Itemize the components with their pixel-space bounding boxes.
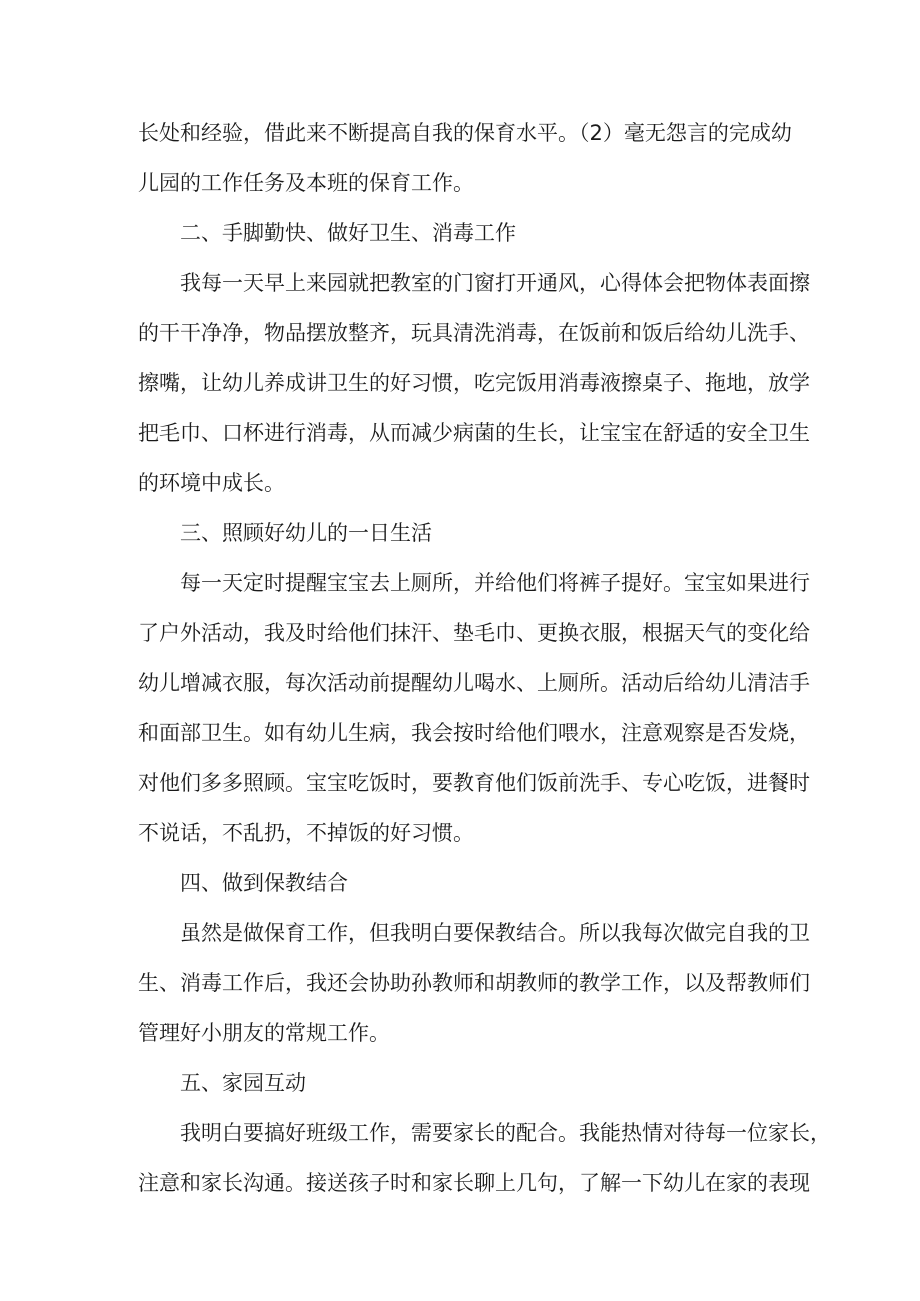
paragraph-line: 的环境中成长。	[138, 471, 285, 495]
paragraph-line: 把毛巾、口杯进行消毒，从而减少病菌的生长，让宝宝在舒适的安全卫生	[138, 421, 810, 445]
paragraph-line: 擦嘴，让幼儿养成讲卫生的好习惯，吃完饭用消毒液擦桌子、拖地，放学	[138, 371, 810, 395]
section-heading: 三、照顾好幼儿的一日生活	[180, 521, 432, 545]
paragraph-line: 和面部卫生。如有幼儿生病，我会按时给他们喂水，注意观察是否发烧，	[138, 721, 810, 745]
section-heading: 二、手脚勤快、做好卫生、消毒工作	[180, 221, 516, 245]
paragraph-line: 幼儿增减衣服，每次活动前提醒幼儿喝水、上厕所。活动后给幼儿清洁手	[138, 671, 810, 695]
paragraph-line: 虽然是做保育工作，但我明白要保教结合。所以我每次做完自我的卫	[180, 921, 810, 945]
paragraph-line: 我明白要搞好班级工作，需要家长的配合。我能热情对待每一位家长，	[180, 1121, 831, 1145]
paragraph-line: 管理好小朋友的常规工作。	[138, 1021, 390, 1045]
paragraph-line: 注意和家长沟通。接送孩子时和家长聊上几句，了解一下幼儿在家的表现	[138, 1171, 810, 1195]
paragraph-line: 不说话，不乱扔，不掉饭的好习惯。	[138, 821, 474, 845]
section-heading: 四、做到保教结合	[180, 871, 348, 895]
section-heading: 五、家园互动	[180, 1071, 306, 1095]
paragraph-line: 我每一天早上来园就把教室的门窗打开通风，心得体会把物体表面擦	[180, 271, 810, 295]
paragraph-line: 对他们多多照顾。宝宝吃饭时，要教育他们饭前洗手、专心吃饭，进餐时	[138, 771, 810, 795]
paragraph-line: 的干干净净，物品摆放整齐，玩具清洗消毒，在饭前和饭后给幼儿洗手、	[138, 321, 810, 345]
paragraph-line: 儿园的工作任务及本班的保育工作。	[138, 171, 474, 195]
paragraph-line: 了户外活动，我及时给他们抹汗、垫毛巾、更换衣服，根据天气的变化给	[138, 621, 810, 645]
paragraph-line: 生、消毒工作后，我还会协助孙教师和胡教师的教学工作，以及帮教师们	[138, 971, 810, 995]
paragraph-line: 每一天定时提醒宝宝去上厕所，并给他们将裤子提好。宝宝如果进行	[180, 571, 810, 595]
paragraph-line: 长处和经验，借此来不断提高自我的保育水平。（2）毫无怨言的完成幼	[138, 121, 792, 145]
